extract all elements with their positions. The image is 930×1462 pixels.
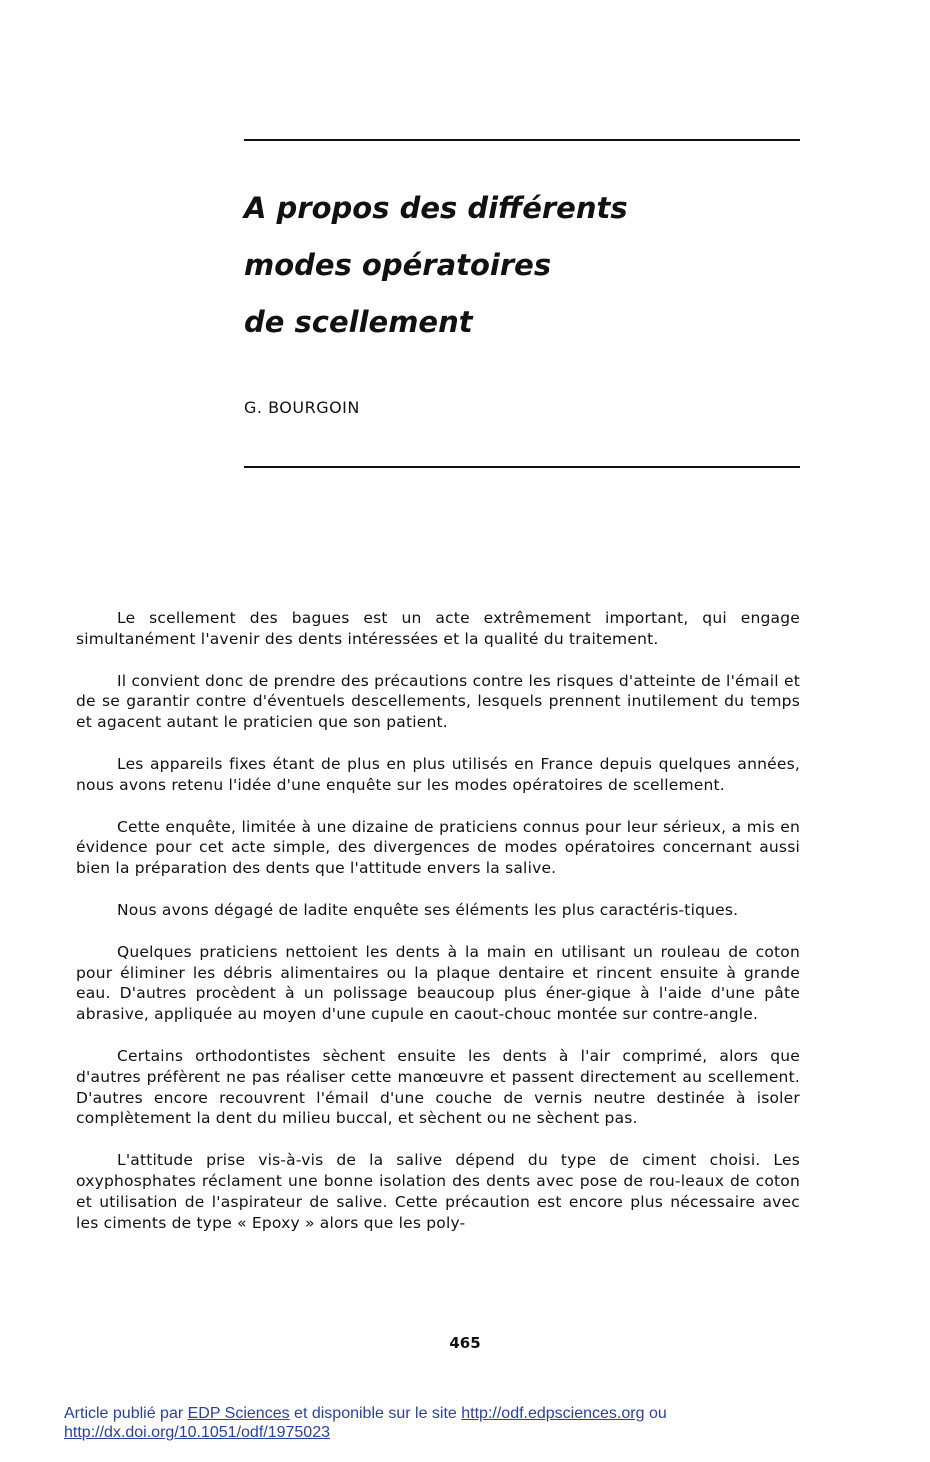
paragraph-2: Il convient donc de prendre des précautions contre les risques d'atteinte de l'émail et de se garantir contre d'éventuels descellements, lesquels prennent inutilement du temps et agacent autant le praticien que son patient. (76, 671, 800, 732)
title-line-3: de scellement (244, 305, 473, 339)
edp-sciences-link[interactable]: EDP Sciences (187, 1405, 290, 1422)
title-line-1: A propos des différents (244, 191, 628, 225)
paragraph-6: Quelques praticiens nettoient les dents à la main en utilisant un rouleau de coton pour éliminer les débris alimentaires ou la plaque dentaire et rincent ensuite à grande eau. D'autres procèdent à un polissage beaucoup plus éner-gique à l'aide d'une pâte abrasive, appliquée au moyen d'une cupule en caout-chouc montée sur contre-angle. (76, 942, 800, 1024)
article-body (76, 608, 800, 1254)
author-name: G. BOURGOIN (244, 398, 360, 417)
article-title (244, 180, 628, 351)
footer-middle: et disponible sur le site (289, 1405, 462, 1422)
footer-prefix: Article publié par (64, 1405, 188, 1422)
paragraph-8: L'attitude prise vis-à-vis de la salive dépend du type de ciment choisi. Les oxyphosphates réclament une bonne isolation des dents avec pose de rou-leaux de coton et utilisation de l'aspirateur de salive. Cette précaution est encore plus nécessaire avec les ciments de type « Epoxy » alors que les poly- (76, 1151, 800, 1232)
paragraph-7: Certains orthodontistes sèchent ensuite les dents à l'air comprimé, alors que d'autres préfèrent ne pas réaliser cette manœuvre et passent directement au scellement. D'autres encore recouvrent l'émail d'une couche de vernis neutre destinée à isoler complètement la dent du milieu buccal, et sèchent ou ne sèchent pas. (76, 1046, 800, 1128)
title-line-2: modes opératoires (244, 248, 552, 282)
footer-suffix: ou (644, 1405, 667, 1422)
paragraph-5: Nous avons dégagé de ladite enquête ses éléments les plus caractéris-tiques. (117, 900, 739, 919)
publication-footer (64, 1404, 884, 1442)
page-number: 465 (449, 1334, 481, 1352)
site-link[interactable]: http://odf.edpsciences.org (461, 1405, 645, 1422)
paragraph-1: Le scellement des bagues est un acte extrêmement important, qui engage simultanément l'avenir des dents intéressées et la qualité du traitement. (76, 609, 800, 648)
bottom-rule (244, 466, 800, 468)
doi-link[interactable]: http://dx.doi.org/10.1051/odf/1975023 (64, 1424, 330, 1441)
top-rule (244, 139, 800, 141)
paragraph-3: Les appareils fixes étant de plus en plus utilisés en France depuis quelques années, nous avons retenu l'idée d'une enquête sur les modes opératoires de scellement. (76, 754, 800, 794)
paragraph-4: Cette enquête, limitée à une dizaine de praticiens connus pour leur sérieux, a mis en évidence pour cet acte simple, des divergences de modes opératoires concernant aussi bien la préparation des dents que l'attitude envers la salive. (76, 817, 800, 878)
